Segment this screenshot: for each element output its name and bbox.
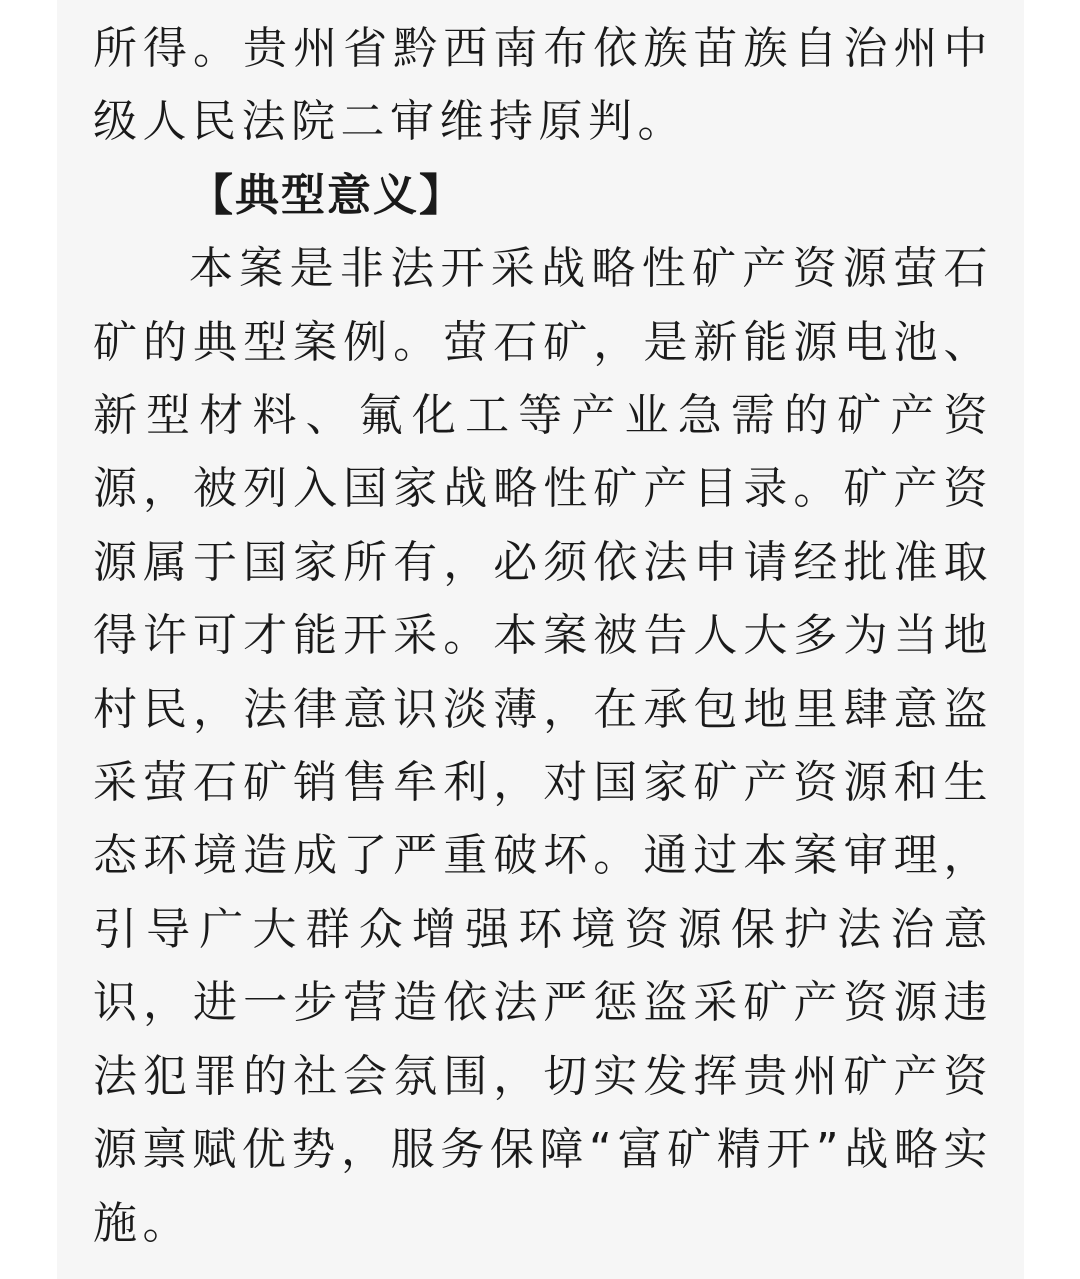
section-heading: 【典型意义】 <box>189 169 465 221</box>
article-body <box>93 12 993 1260</box>
document-page <box>57 0 1024 1279</box>
significance-paragraph: 本案是非法开采战略性矿产资源萤石矿的典型案例。萤石矿，是新能源电池、新型材料、氟化工等产业急需的矿产资源，被列入国家战略性矿产目录。矿产资源属于国家所有，必须依法申请经批准取得许可才能开采。本案被告人大多为当地村民，法律意识淡薄，在承包地里肆意盗采萤石矿销售牟利，对国家矿产资源和生态环境造成了严重破坏。通过本案审理，引导广大群众增强环境资源保护法治意识，进一步营造依法严惩盗采矿产资源违法犯罪的社会氛围，切实发挥贵州矿产资源禀赋优势，服务保障“富矿精开”战略实施。 <box>93 243 993 1249</box>
preceding-paragraph-tail: 所得。贵州省黔西南布依族苗族自治州中级人民法院二审维持原判。 <box>93 23 993 148</box>
